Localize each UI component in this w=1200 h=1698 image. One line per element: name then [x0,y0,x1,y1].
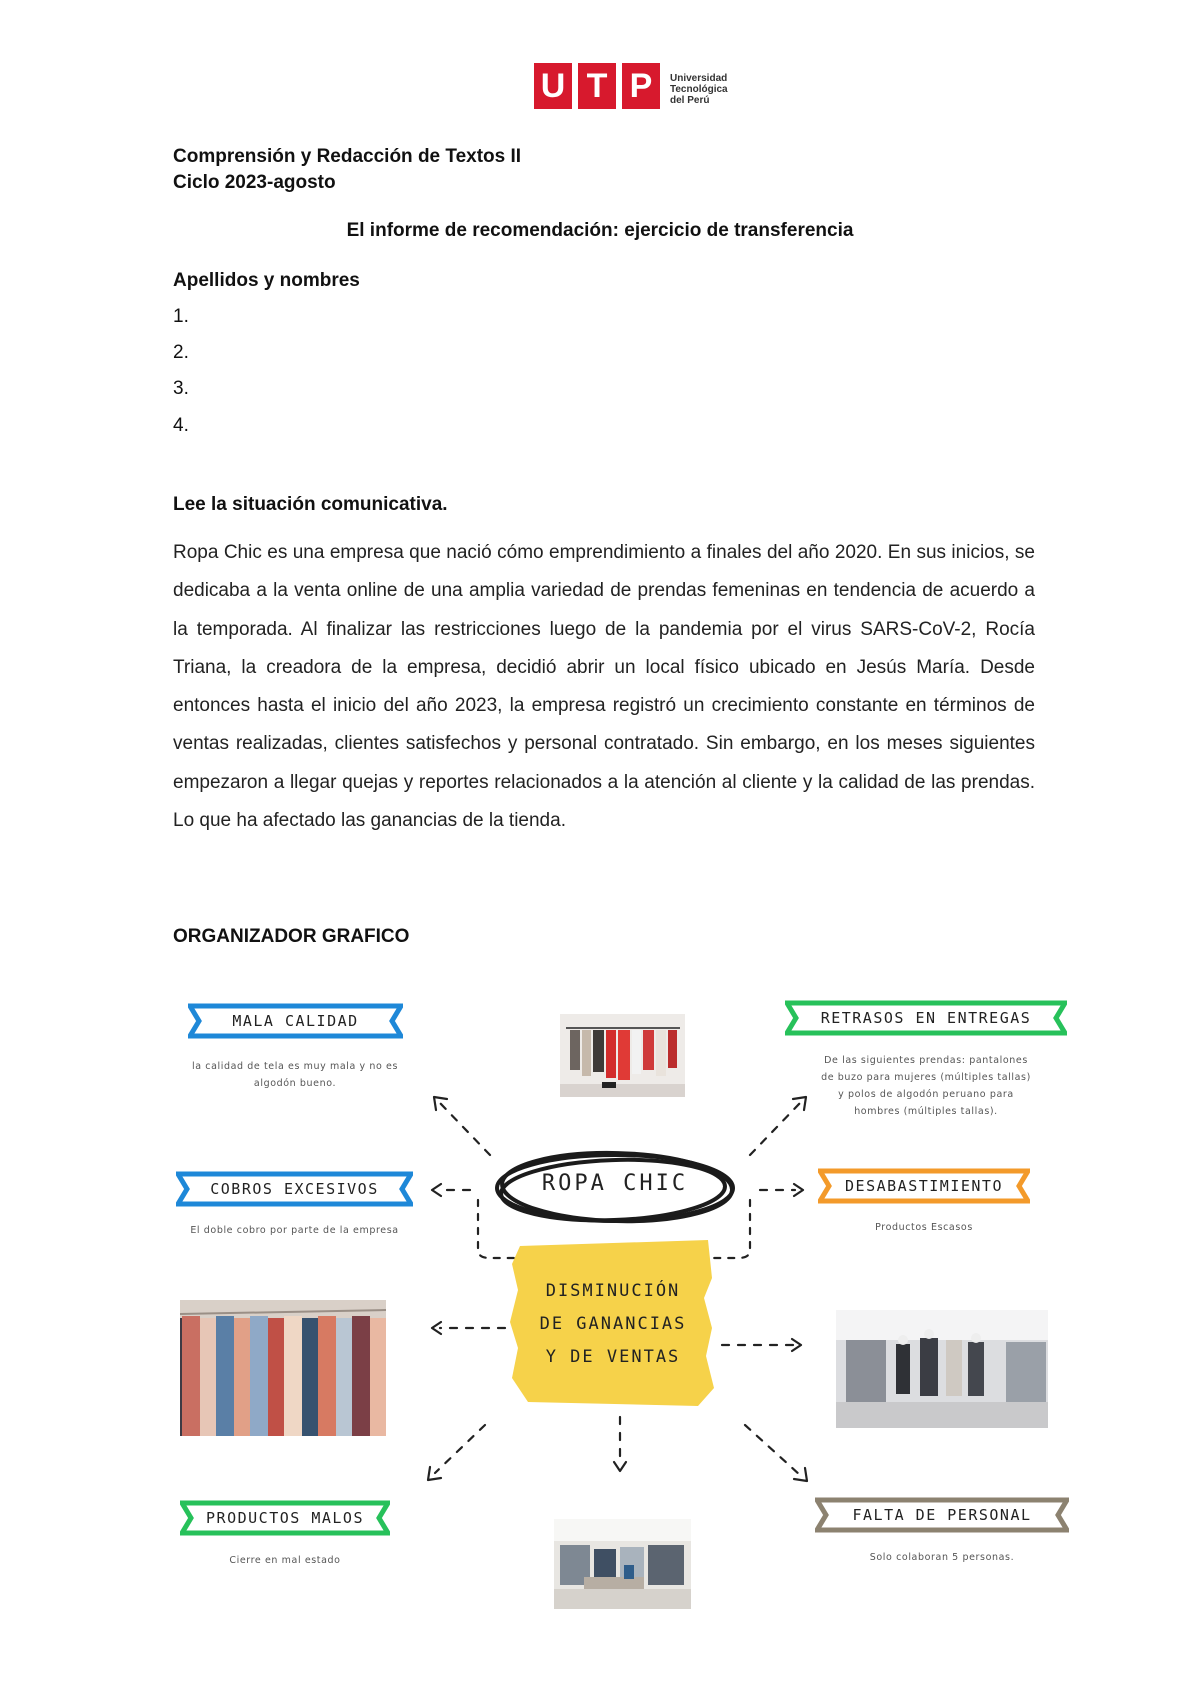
note-desabastimiento-1: Productos Escasos [875,1222,973,1233]
note-mala-calidad-2: algodón bueno. [253,1078,337,1089]
note-personal-1: Solo colaboran 5 personas. [869,1552,1015,1563]
document-title: El informe de recomendación: ejercicio de transferencia [346,220,854,241]
note-cobros-excesivos [176,1222,413,1239]
banner-desabastimiento [818,1172,1030,1200]
logo-letter-u: U [534,63,572,109]
situation-heading: Lee la situación comunicativa. [173,494,448,515]
logo-word-1: Universidad [670,73,728,84]
store-interior-photo [554,1519,691,1609]
logo-word-2: Tecnológica [670,84,728,95]
logo-letter-p: P [622,63,660,109]
logo-word-3: del Perú [670,95,710,106]
note-mala-calidad-1: la calidad de tela es muy mala y no es [191,1061,399,1072]
clothing-rack-photo [560,1014,685,1097]
course-name: Comprensión y Redacción de Textos II [173,146,522,167]
note-falta-personal [815,1549,1069,1566]
store-mannequins-photo [836,1310,1048,1428]
label-retrasos-entregas: RETRASOS EN ENTREGAS [820,1009,1032,1027]
note-retrasos-3: y polos de algodón peruano para [838,1089,1014,1100]
banner-productos-malos [180,1504,390,1532]
center-box-text [508,1275,718,1374]
banner-mala-calidad [188,1007,403,1035]
note-retrasos-4: hombres (múltiples tallas). [854,1106,998,1117]
note-mala-calidad [180,1058,410,1092]
note-desabastimiento [818,1219,1030,1236]
note-retrasos-1: De las siguientes prendas: pantalones [824,1055,1028,1066]
name-line-3: 3. [173,378,189,399]
name-line-2: 2. [173,342,189,363]
label-cobros-excesivos: COBROS EXCESIVOS [210,1180,379,1198]
note-retrasos-entregas [800,1052,1052,1120]
center-line-1: DISMINUCIÓN [545,1281,681,1301]
company-name: ROPA CHIC [541,1171,689,1196]
banner-falta-personal [815,1501,1069,1529]
cycle: Ciclo 2023-agosto [173,172,336,193]
banner-retrasos-entregas [785,1004,1067,1032]
label-mala-calidad: MALA CALIDAD [232,1012,359,1030]
note-productos-malos [180,1552,390,1569]
label-desabastimiento: DESABASTIMIENTO [845,1177,1003,1195]
label-falta-personal: FALTA DE PERSONAL [852,1506,1032,1524]
names-heading: Apellidos y nombres [173,270,360,291]
center-line-2: DE GANANCIAS [539,1314,687,1334]
note-productos-1: Cierre en mal estado [229,1555,341,1566]
logo-letter-t: T [578,63,616,109]
organizer-heading: ORGANIZADOR GRAFICO [173,926,410,947]
name-line-1: 1. [173,306,189,327]
note-cobros-1: El doble cobro por parte de la empresa [190,1225,399,1236]
note-retrasos-2: de buzo para mujeres (múltiples tallas) [821,1072,1031,1083]
situation-paragraph: Ropa Chic es una empresa que nació cómo emprendimiento a finales del año 2020. En sus inicios, se dedicaba a la venta online de una amplia variedad de prendas femeninas en tendencia de acuerdo a la temporada. Al finalizar las restricciones luego de la pandemia por el virus SARS-CoV-2, Rocía Triana, la creadora de la empresa, decidió abrir un local físico ubicado en Jesús María. Desde entonces hasta el inicio del año 2023, la empresa registró un crecimiento constante en términos de ventas realizadas, clientes satisfechos y personal contratado. Sin embargo, en los meses siguientes empezaron a llegar quejas y reportes relacionados a la atención al cliente y la calidad de las prendas. Lo que ha afectado las ganancias de la tienda. [173,542,1035,832]
banner-cobros-excesivos [176,1175,413,1203]
name-line-4: 4. [173,415,189,436]
hanging-shirts-photo [180,1300,386,1436]
label-productos-malos: PRODUCTOS MALOS [206,1509,364,1527]
center-line-3: Y DE VENTAS [545,1347,681,1367]
